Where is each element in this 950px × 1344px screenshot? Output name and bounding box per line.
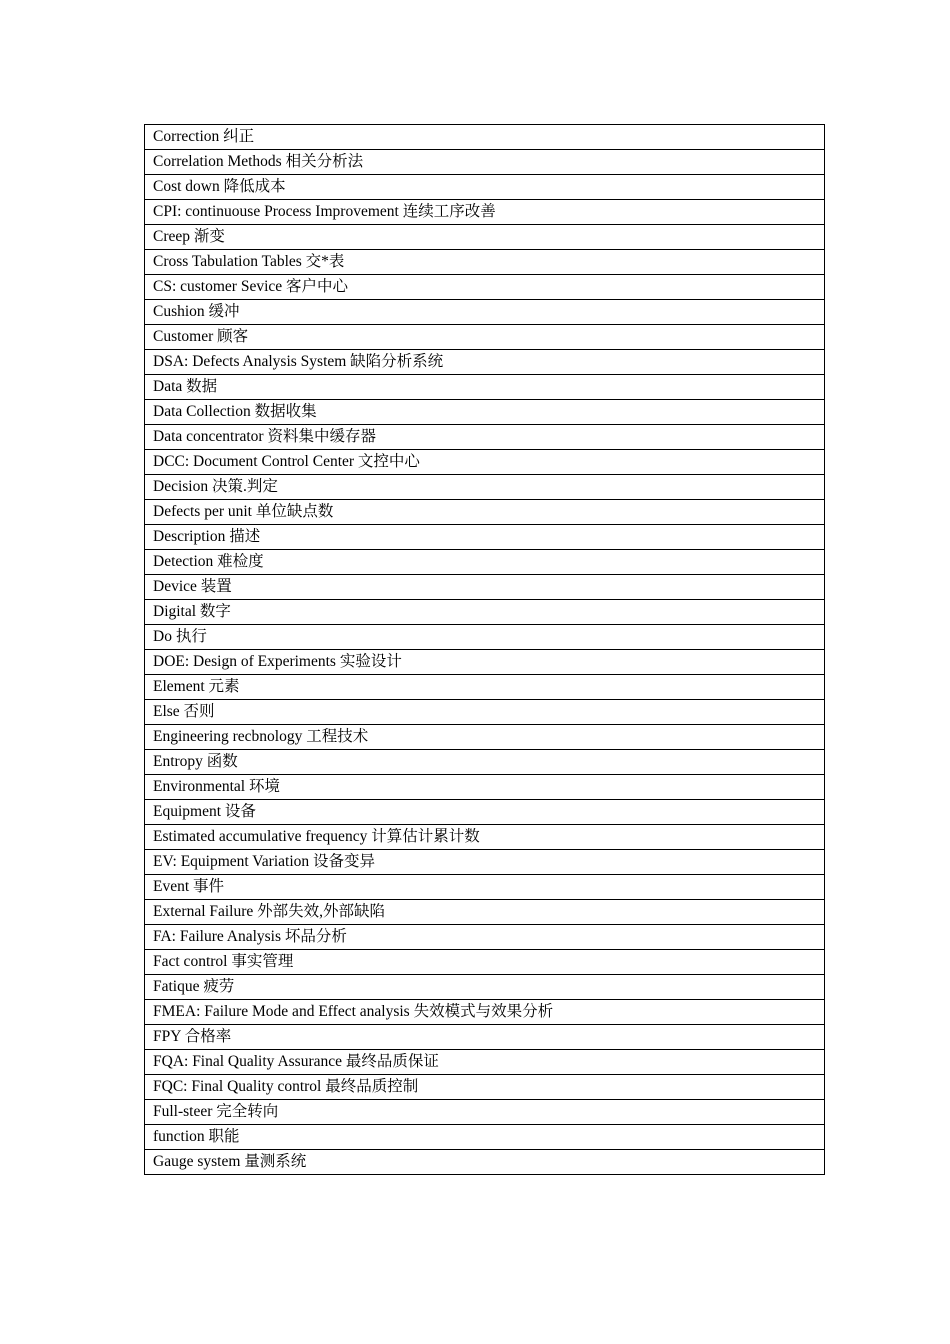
glossary-term-cell: Fact control 事实管理 <box>145 950 825 975</box>
table-row <box>145 200 825 225</box>
glossary-term-cell: Digital 数字 <box>145 600 825 625</box>
table-row <box>145 675 825 700</box>
glossary-term-cell: Cross Tabulation Tables 交*表 <box>145 250 825 275</box>
table-row <box>145 325 825 350</box>
table-row <box>145 475 825 500</box>
glossary-term-cell: DOE: Design of Experiments 实验设计 <box>145 650 825 675</box>
glossary-term-cell: FPY 合格率 <box>145 1025 825 1050</box>
glossary-term-cell: Full-steer 完全转向 <box>145 1100 825 1125</box>
glossary-term-cell: Data Collection 数据收集 <box>145 400 825 425</box>
glossary-term-cell: Element 元素 <box>145 675 825 700</box>
table-row <box>145 525 825 550</box>
glossary-term-cell: Gauge system 量测系统 <box>145 1150 825 1175</box>
table-row <box>145 1075 825 1100</box>
glossary-term-cell: CPI: continuouse Process Improvement 连续工序改善 <box>145 200 825 225</box>
table-row <box>145 900 825 925</box>
table-row <box>145 850 825 875</box>
table-row <box>145 800 825 825</box>
table-row <box>145 600 825 625</box>
glossary-term-cell: Data 数据 <box>145 375 825 400</box>
glossary-term-cell: Environmental 环境 <box>145 775 825 800</box>
glossary-term-cell: External Failure 外部失效,外部缺陷 <box>145 900 825 925</box>
glossary-term-cell: FQA: Final Quality Assurance 最终品质保证 <box>145 1050 825 1075</box>
glossary-term-cell: Data concentrator 资料集中缓存器 <box>145 425 825 450</box>
glossary-term-cell: FMEA: Failure Mode and Effect analysis 失效模式与效果分析 <box>145 1000 825 1025</box>
table-row <box>145 1050 825 1075</box>
glossary-term-cell: Decision 决策.判定 <box>145 475 825 500</box>
table-row <box>145 825 825 850</box>
table-row <box>145 350 825 375</box>
table-row <box>145 975 825 1000</box>
glossary-term-cell: Customer 顾客 <box>145 325 825 350</box>
glossary-term-cell: Engineering recbnology 工程技术 <box>145 725 825 750</box>
glossary-term-cell: Else 否则 <box>145 700 825 725</box>
glossary-term-cell: FQC: Final Quality control 最终品质控制 <box>145 1075 825 1100</box>
table-row <box>145 425 825 450</box>
table-row <box>145 1000 825 1025</box>
table-row <box>145 450 825 475</box>
glossary-term-cell: Description 描述 <box>145 525 825 550</box>
table-row <box>145 375 825 400</box>
table-row <box>145 150 825 175</box>
table-row <box>145 275 825 300</box>
glossary-term-cell: Event 事件 <box>145 875 825 900</box>
table-row <box>145 1100 825 1125</box>
glossary-table-body <box>145 125 825 1175</box>
glossary-term-cell: Device 装置 <box>145 575 825 600</box>
glossary-term-cell: Do 执行 <box>145 625 825 650</box>
table-row <box>145 400 825 425</box>
table-row <box>145 775 825 800</box>
table-row <box>145 500 825 525</box>
table-row <box>145 700 825 725</box>
table-row <box>145 1150 825 1175</box>
table-row <box>145 125 825 150</box>
glossary-term-cell: CS: customer Sevice 客户中心 <box>145 275 825 300</box>
table-row <box>145 925 825 950</box>
glossary-table <box>144 124 825 1175</box>
glossary-term-cell: FA: Failure Analysis 坏品分析 <box>145 925 825 950</box>
glossary-term-cell: EV: Equipment Variation 设备变异 <box>145 850 825 875</box>
glossary-term-cell: Detection 难检度 <box>145 550 825 575</box>
table-row <box>145 250 825 275</box>
table-row <box>145 950 825 975</box>
glossary-term-cell: Creep 渐变 <box>145 225 825 250</box>
glossary-term-cell: DSA: Defects Analysis System 缺陷分析系统 <box>145 350 825 375</box>
table-row <box>145 750 825 775</box>
table-row <box>145 550 825 575</box>
glossary-term-cell: Entropy 函数 <box>145 750 825 775</box>
glossary-term-cell: Equipment 设备 <box>145 800 825 825</box>
glossary-term-cell: Correlation Methods 相关分析法 <box>145 150 825 175</box>
table-row <box>145 725 825 750</box>
glossary-term-cell: Correction 纠正 <box>145 125 825 150</box>
glossary-term-cell: Cost down 降低成本 <box>145 175 825 200</box>
glossary-term-cell: Defects per unit 单位缺点数 <box>145 500 825 525</box>
table-row <box>145 1025 825 1050</box>
table-row <box>145 1125 825 1150</box>
table-row <box>145 225 825 250</box>
table-row <box>145 300 825 325</box>
glossary-term-cell: Estimated accumulative frequency 计算估计累计数 <box>145 825 825 850</box>
table-row <box>145 575 825 600</box>
glossary-term-cell: DCC: Document Control Center 文控中心 <box>145 450 825 475</box>
table-row <box>145 175 825 200</box>
glossary-term-cell: Cushion 缓冲 <box>145 300 825 325</box>
glossary-term-cell: function 职能 <box>145 1125 825 1150</box>
table-row <box>145 625 825 650</box>
glossary-term-cell: Fatique 疲劳 <box>145 975 825 1000</box>
table-row <box>145 875 825 900</box>
table-row <box>145 650 825 675</box>
